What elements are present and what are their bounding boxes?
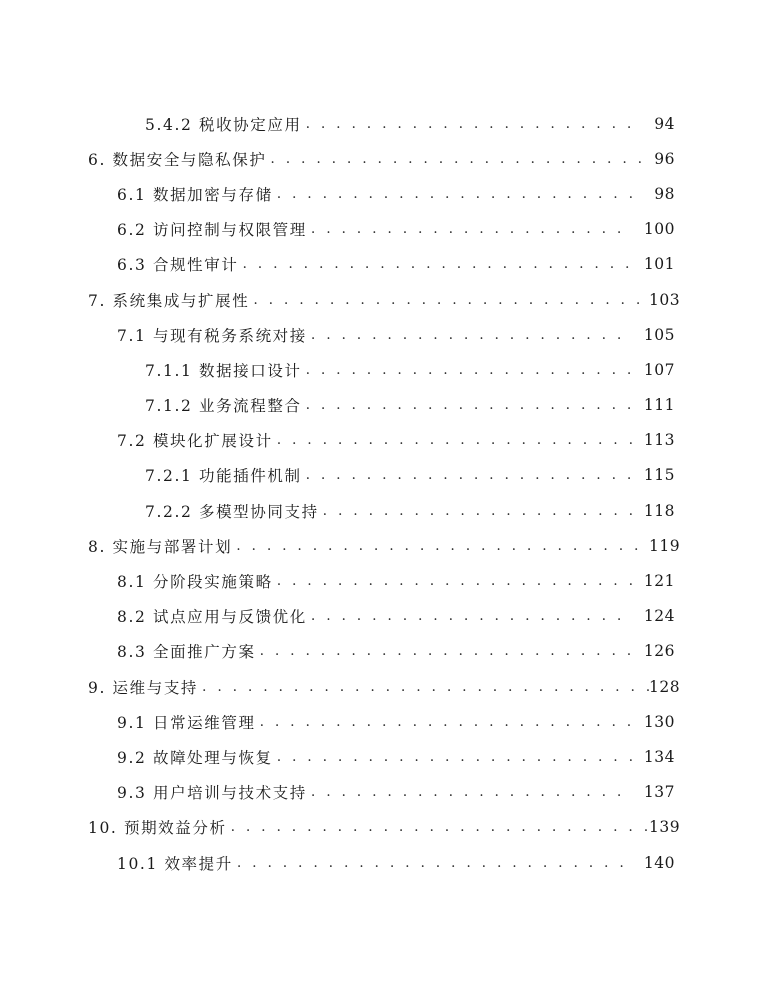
toc-entry-page: 98 xyxy=(654,184,675,203)
toc-entry[interactable] xyxy=(0,704,765,739)
dot-leader xyxy=(277,749,633,765)
toc-entry[interactable] xyxy=(0,669,765,704)
toc-entry-title: 8.3 全面推广方案 xyxy=(117,643,256,662)
dot-leader xyxy=(202,679,649,695)
toc-entry-page: 121 xyxy=(643,572,675,591)
dot-leader xyxy=(311,784,633,800)
toc-entry-title: 6.1 数据加密与存储 xyxy=(117,185,273,204)
toc-entry[interactable] xyxy=(0,634,765,669)
toc-entry-page: 94 xyxy=(654,114,675,133)
toc-entry-page: 126 xyxy=(643,642,675,661)
toc-entry-title: 9. 运维与支持 xyxy=(88,678,199,697)
toc-entry[interactable] xyxy=(0,176,765,211)
toc-entry-page: 101 xyxy=(643,255,675,274)
toc-entry-page: 105 xyxy=(643,325,675,344)
dot-leader xyxy=(323,503,633,519)
toc-entry-title: 7.2.2 多模型协同支持 xyxy=(145,502,319,521)
toc-entry-page: 111 xyxy=(643,396,675,415)
toc-entry[interactable] xyxy=(0,388,765,423)
toc-entry-page: 119 xyxy=(649,536,681,555)
toc-entry[interactable] xyxy=(0,845,765,880)
toc-entry[interactable] xyxy=(0,493,765,528)
toc-entry-page: 113 xyxy=(643,431,675,450)
dot-leader xyxy=(311,608,633,624)
toc-entry-page: 139 xyxy=(649,818,681,837)
toc-entry-page: 118 xyxy=(643,501,675,520)
toc-entry-title: 6.3 合规性审计 xyxy=(117,256,239,275)
toc-entry-title: 10.1 效率提升 xyxy=(117,854,233,873)
toc-entry-page: 137 xyxy=(643,783,675,802)
toc-entry[interactable] xyxy=(0,528,765,563)
toc-entry-page: 128 xyxy=(649,677,681,696)
toc-entry-title: 7.1 与现有税务系统对接 xyxy=(117,326,307,345)
toc-entry-title: 7.2 模块化扩展设计 xyxy=(117,432,273,451)
toc-entry-title: 7.1.1 数据接口设计 xyxy=(145,361,302,380)
toc-entry[interactable] xyxy=(0,141,765,176)
toc-entry[interactable] xyxy=(0,775,765,810)
toc-entry-title: 6.2 访问控制与权限管理 xyxy=(117,221,307,240)
toc-entry[interactable] xyxy=(0,282,765,317)
toc-entry-title: 6. 数据安全与隐私保护 xyxy=(88,150,267,169)
dot-leader xyxy=(306,362,633,378)
toc-entry[interactable] xyxy=(0,352,765,387)
toc-entry[interactable] xyxy=(0,106,765,141)
dot-leader xyxy=(237,855,633,871)
toc-entry-page: 96 xyxy=(654,149,675,168)
dot-leader xyxy=(231,819,649,835)
toc-entry-title: 10. 预期效益分析 xyxy=(88,819,227,838)
toc-entry[interactable] xyxy=(0,423,765,458)
toc-entry[interactable] xyxy=(0,247,765,282)
toc-entry[interactable] xyxy=(0,212,765,247)
toc-entry[interactable] xyxy=(0,599,765,634)
dot-leader xyxy=(277,573,633,589)
toc-entry-title: 8.2 试点应用与反馈优化 xyxy=(117,608,307,627)
dot-leader xyxy=(242,256,633,272)
dot-leader xyxy=(260,643,633,659)
toc-entry-page: 107 xyxy=(643,360,675,379)
toc-entry-page: 130 xyxy=(643,712,675,731)
toc-entry[interactable] xyxy=(0,739,765,774)
toc-entry-page: 115 xyxy=(643,466,675,485)
toc-entry-title: 7.2.1 功能插件机制 xyxy=(145,467,302,486)
table-of-contents xyxy=(0,106,765,880)
dot-leader xyxy=(311,221,633,237)
toc-entry-title: 9.2 故障处理与恢复 xyxy=(117,748,273,767)
toc-entry[interactable] xyxy=(0,458,765,493)
toc-entry-title: 5.4.2 税收协定应用 xyxy=(145,115,302,134)
dot-leader xyxy=(306,397,633,413)
dot-leader xyxy=(306,116,633,132)
toc-entry[interactable] xyxy=(0,317,765,352)
toc-entry-title: 9.3 用户培训与技术支持 xyxy=(117,784,307,803)
toc-entry-page: 124 xyxy=(643,607,675,626)
dot-leader xyxy=(311,327,633,343)
toc-entry-title: 8. 实施与部署计划 xyxy=(88,537,233,556)
toc-entry-page: 103 xyxy=(649,290,681,309)
toc-entry-title: 8.1 分阶段实施策略 xyxy=(117,573,273,592)
toc-entry[interactable] xyxy=(0,563,765,598)
toc-entry-title: 7. 系统集成与扩展性 xyxy=(88,291,250,310)
dot-leader xyxy=(253,292,649,308)
toc-entry-page: 134 xyxy=(643,747,675,766)
toc-entry-page: 140 xyxy=(643,853,675,872)
toc-entry-title: 7.1.2 业务流程整合 xyxy=(145,397,302,416)
toc-entry-title: 9.1 日常运维管理 xyxy=(117,713,256,732)
dot-leader xyxy=(260,714,633,730)
dot-leader xyxy=(306,467,633,483)
dot-leader xyxy=(236,538,649,554)
dot-leader xyxy=(277,432,633,448)
toc-entry-page: 100 xyxy=(643,220,675,239)
dot-leader xyxy=(277,186,633,202)
dot-leader xyxy=(270,151,649,167)
toc-entry[interactable] xyxy=(0,810,765,845)
